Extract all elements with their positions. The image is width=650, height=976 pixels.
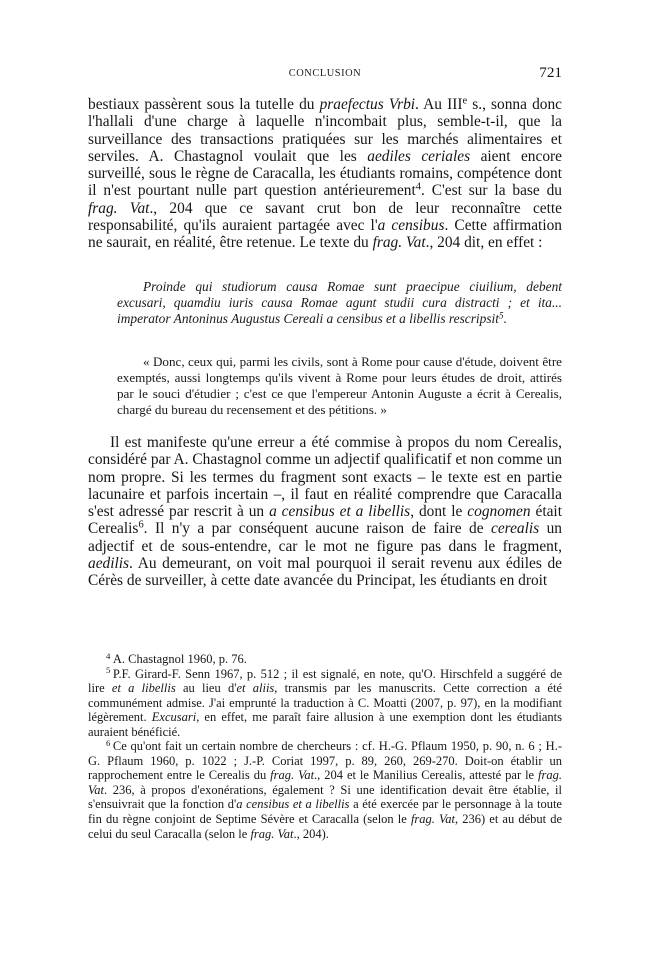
footnote-marker: 4 <box>106 650 111 661</box>
blockquote-translation: « Donc, ceux qui, parmi les civils, sont à Rome pour cause d'étude, doivent être exemptés, aussi longtemps qu'ils vivent à Rome pour leurs études de droit, attirés par le souci d'étudier ; c'est ce que l'empereur Antonin Auguste a écrit à Cerealis, chargé du bureau du recensement et des pétitions. » <box>117 354 562 418</box>
running-head-title: CONCLUSION <box>288 68 362 79</box>
footnote-4: $^4$ A. Chastagnol 1960, p. 76. <box>106 650 247 666</box>
body-paragraph-1: bestiaux passèrent sous la tutelle du praefectus Vrbi. Au IIIe s., sonna donc l'hallali d'une charge à laquelle n'incombait plus, semble-t-il, que la surveillance des transactions pratiquées sur les marchés alimentaires et serviles. A. Chastagnol voulait que les aediles ceriales aient encore surveillé, sous le règne de Caracalla, les étudiants romains, compétence dont il n'est pourtant nulle part question antérieurement$^4$. C'est sur la base du frag. Vat., 204 que ce savant crut bon de leur reconnaître cette responsabilité, qu'ils auraient partagée avec l'a censibus. Cette affirmation ne saurait, en réalité, être retenue. Le texte du frag. Vat., 204 dit, en effet : <box>88 95 562 251</box>
body-paragraph-1-block <box>88 96 562 251</box>
footnote-marker: 6 <box>106 737 111 748</box>
footnote-marker: 5 <box>106 665 111 676</box>
footnote-6: $^6$ Ce qu'ont fait un certain nombre de chercheurs : cf. H.-G. Pflaum 1950, p. 90, n. 6 ; H.-G. Pflaum 1960, p. 1022 ; J.-P. Coriat 1997, p. 89, 260, 269-270. Doit-on établir un rapprochement entre le Cerealis du frag. Vat., 204 et le Manilius Cerealis, attesté par le frag. Vat. 236, à propos d'exonérations, également ? Si une identification devait être établie, il s'ensuivrait que la fonction d'a censibus et a libellis a été exercée par le personnage à la toute fin du règne conjoint de Septime Sévère et Caracalla (selon le frag. Vat, 236) et au début de celui du seul Caracalla (selon le frag. Vat., 204). <box>88 737 563 841</box>
page-number: 721 <box>539 64 562 81</box>
running-head <box>88 64 562 83</box>
footnote-5: $^5$ P.F. Girard-F. Senn 1967, p. 512 ; il est signalé, en note, qu'O. Hirschfeld a suggéré de lire et a libellis au lieu d'et aliis, transmis par les manuscrits. Cette correction a été communément admise. J'ai emprunté la traduction à C. Moatti (2007, p. 97), en la modifiant légèrement. Excusari, en effet, me paraît faire allusion à une exemption dont les étudiants auraient bénéficié. <box>88 665 562 739</box>
blockquote-latin: Proinde qui studiorum causa Romae sunt praecipue ciuilium, debent excusari, quamdiu iuris causa Romae agunt studii cura distracti ; et ita... imperator Antoninus Augustus Cereali a censibus et a libellis rescripsit$^5$. <box>117 279 562 327</box>
footnote-section <box>88 652 562 841</box>
body-paragraph-2: Il est manifeste qu'une erreur a été commise à propos du nom Cerealis, considéré par A. Chastagnol comme un adjectif qualificatif et non comme un nom propre. Si les termes du fragment sont exacts – le texte est en partie lacunaire et parfois incertain –, il faut en réalité comprendre que Caracalla s'est adressé par rescrit à un a censibus et a libellis, dont le cognomen était Cerealis$^6$. Il n'y a par conséquent aucune raison de faire de cerealis un adjectif et de sous-entendre, car le mot ne figure pas dans le fragment, aedilis. Au demeurant, on voit mal pourquoi il serait revenu aux édiles de Cérès de surveiller, à cette date avancée du Principat, les étudiants en droit <box>88 434 562 589</box>
body-paragraph-2-block <box>88 434 562 589</box>
